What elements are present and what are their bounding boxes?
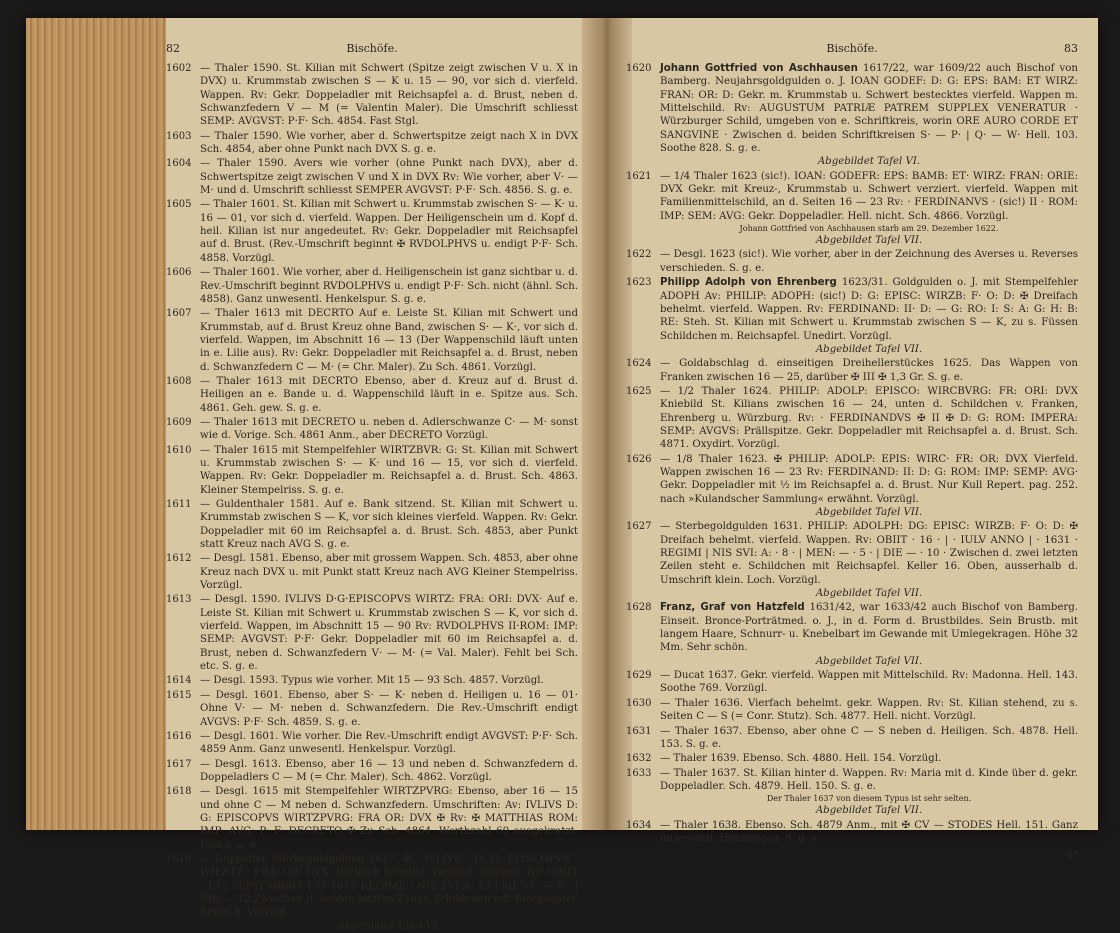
entry-description: — Thaler 1639. Ebenso. Sch. 4880. Hell. 154. Vorzügl. <box>660 753 942 765</box>
entry-number: 1605 <box>166 199 192 211</box>
plate-reference: Abgebildet Tafel VII. <box>815 588 923 600</box>
bishop-name: Franz, Graf von Hatzfeld <box>660 602 805 614</box>
entry-number: 1602 <box>166 63 192 74</box>
entry-text <box>660 601 1078 668</box>
entry-description: — Guldenthaler 1581. Auf e. Bank sitzend. St. Kilian mit Schwert u. Krummstab zwischen S — K, vor sich kleines vierfeld. Wappen. Rv: Gekr. Doppeladler mit 60 im Reichsapfel a. d. Brust. Sch. 4853, aber Punkt statt Kreuz nach AVG S. g. e. <box>200 499 578 551</box>
catalog-entry <box>626 62 1078 169</box>
entry-number: 1620 <box>626 63 652 74</box>
entry-description: — Thaler 1590. St. Kilian mit Schwert (Spitze zeigt zwischen V u. X in DVX) u. Krummstab zwischen S — K u. 15 — 90, vor sich d. vierfeld. Wappen. Rv: Gekr. Doppeladler mit Reichsapfel a. d. Brust, neben d. Schwanzfedern V — M (= Valentin Maler). Die Umschrift schliesst SEMP: AVGVST: P·F· Sch. 4854. Fast Stgl. <box>200 63 578 128</box>
catalog-entry <box>166 130 578 157</box>
entry-text <box>200 730 578 757</box>
entry-text <box>660 248 1078 275</box>
entry-description: — Thaler 1636. Vierfach behelmt. gekr. Wappen. Rv: St. Kilian stehend, zu s. Seiten C — S (= Conr. Stutz). Sch. 4877. Hell. nicht. Vorzügl. <box>660 697 1078 723</box>
plate-reference: Abgebildet Tafel VI. <box>337 920 441 932</box>
running-title: Bischöfe. <box>346 42 398 55</box>
signature-mark: 6* <box>1066 850 1078 862</box>
plate-reference: Abgebildet Tafel VII. <box>815 343 923 355</box>
entry-description: — Thaler 1637. St. Kilian hinter d. Wappen. Rv: Maria mit d. Kinde über d. gekr. Doppeladler. Sch. 4879. Hell. 150. S. g. e. <box>660 767 1078 792</box>
entry-text <box>200 689 578 729</box>
entry-description: — Thaler 1613 mit DECRTO Ebenso, aber d. Kreuz auf d. Brust d. Heiligen an e. Bande u. d. Wappenschild läuft in e. Spitze aus. Sch. 4861. Geh. gew. S. g. e. <box>200 375 578 414</box>
page-number: 82 <box>166 42 180 55</box>
entry-text <box>200 552 578 592</box>
catalog-entry <box>166 689 578 729</box>
catalog-entry <box>166 416 578 443</box>
entry-footnote: Der Thaler 1637 von diesem Typus ist sehr selten. <box>766 794 972 804</box>
book-gutter <box>582 18 632 830</box>
catalog-entry <box>626 669 1078 696</box>
entry-text <box>660 385 1078 452</box>
entry-description: — Desgl. 1601. Ebenso, aber S· — K· neben d. Heiligen u. 16 — 01· Ohne V· — M· neben d. Schwanzfedern. Die Rev.-Umschrift endigt AVGVS: P·F· Sch. 4859. S. g. e. <box>200 689 578 728</box>
catalog-entry <box>626 276 1078 356</box>
entry-description: — 1/4 Thaler 1623 (sic!). IOAN: GODEFR: EPS: BAMB: ET· WIRZ: FRAN: ORIE: DVX Gekr. mit Kreuz-, Krummstab u. Schwert verziert. vierfeld. Wappen mit Familienmittelschild, an d. Seiten 16 — 23 Rv: · FERDINANVS · (sic!) II · ROM: IMP: SEM: AVG: Gekr. Doppeladler. Hell. nicht. Sch. 4866. Vorzügl. <box>660 170 1078 222</box>
catalog-entry <box>166 198 578 265</box>
entry-text <box>200 157 578 197</box>
entry-number: 1616 <box>166 730 192 742</box>
entry-number: 1624 <box>626 358 652 370</box>
entry-text <box>660 669 1078 696</box>
entry-number: 1634 <box>626 819 652 831</box>
entry-number: 1603 <box>166 130 192 142</box>
catalog-entry <box>166 552 578 592</box>
entry-number: 1606 <box>166 267 192 279</box>
entry-number: 1628 <box>626 602 652 614</box>
catalog-entry <box>166 730 578 757</box>
bishop-name: Johann Gottfried von Aschhausen <box>660 63 858 74</box>
entry-description: — Thaler 1638. Ebenso. Sch. 4879 Anm., mit ✠ CV — STODES Hell. 151. Ganz unwesentl. Henkelspur. S. g. e. <box>660 819 1078 844</box>
bishop-name: Philipp Adolph von Ehrenberg <box>660 277 837 289</box>
page-edges <box>26 18 166 830</box>
entry-number: 1618 <box>166 786 192 798</box>
entry-number: 1614 <box>166 675 192 687</box>
entry-description: — 1/8 Thaler 1623. ✠ PHILIP: ADOLP: EPIS: WIRC· FR: OR: DVX Vierfeld. Wappen zwischen 16 — 23 Rv: FERDINAND: II: D: G: ROM: IMP: SEMP: AVG· Gekr. Doppeladler mit ½ im Reichsapfel a. d. Brust. Nur Kull Repert. pag. 252. nach »Kulandscher Sammlung« erwähnt. Vorzügl. <box>660 453 1078 505</box>
entry-text <box>660 276 1078 356</box>
entry-number: 1613 <box>166 594 192 606</box>
entry-number: 1617 <box>166 758 192 770</box>
entry-description: — Desgl. 1601. Wie vorher. Die Rev.-Umschrift endigt AVGVST: P·F· Sch. 4859 Anm. Ganz unwesentl. Henkelspur. Vorzügl. <box>200 730 578 756</box>
entry-number: 1630 <box>626 697 652 709</box>
entry-text <box>200 853 578 933</box>
plate-reference: Abgebildet Tafel VII. <box>815 655 923 667</box>
catalog-entry <box>166 307 578 374</box>
entry-text <box>660 767 1078 818</box>
catalog-entry <box>626 248 1078 275</box>
entry-description: — Thaler 1615 mit Stempelfehler WIRTZBVR: G: St. Kilian mit Schwert u. Krummstab zwischen S· — K· und 16 — 15, vor sich d. vierfeld. Wappen. Rv: Gekr. Doppeladler m. Reichsapfel a. d. Brust. Sch. 4863. Kleiner Stempelriss. S. g. e. <box>200 444 578 496</box>
catalog-entry <box>166 266 578 306</box>
entry-description: — Thaler 1637. Ebenso, aber ohne C — S neben d. Heiligen. Sch. 4878. Hell. 153. S. g. e. <box>660 725 1078 750</box>
page-number: 83 <box>1064 42 1078 55</box>
entry-number: 1604 <box>166 158 192 170</box>
entry-description: — Desgl. 1581. Ebenso, aber mit grossem Wappen. Sch. 4853, aber ohne Kreuz nach DVX u. mit Punkt statt Kreuz nach AVG Kleiner Stempelriss. Vorzügl. <box>200 553 578 592</box>
entry-description: — Thaler 1590. Avers wie vorher (ohne Punkt nach DVX), aber d. Schwertspitze zeigt zwischen V und X in DVX Rv: Wie vorher, aber V· — M· und d. Umschrift schliesst SEMPER AVGVST: P·F· Sch. 4856. S. g. e. <box>200 158 578 197</box>
catalog-entry <box>166 444 578 497</box>
entry-number: 1609 <box>166 416 192 428</box>
catalog-entry <box>626 520 1078 600</box>
plate-reference: Abgebildet Tafel VII. <box>815 507 923 518</box>
entry-text <box>200 444 578 497</box>
catalog-entry <box>166 593 578 673</box>
entry-description: — 1/2 Thaler 1624. PHILIP: ADOLP: EPISCO: WIRCBVRG: FR: ORI: DVX Kniebild St. Kilians zwischen 16 — 24, unten d. Schildchen v. Franken, Ehrenberg u. Würzburg. Rv: · FERDINANDVS ✠ II ✠ D: G: ROM: IMPERA: SEMP: AVGVS: Prällspitze. Gekr. Doppeladler mit Reichsapfel a. d. Brust. Sch. 4871. Oxydirt. Vorzügl. <box>660 385 1078 451</box>
entry-text <box>200 593 578 673</box>
entry-number: 1615 <box>166 689 192 701</box>
entry-description: 1631/42, war 1633/42 auch Bischof von Bamberg. Einseit. Bronce-Porträtmed. o. J., in d. Form d. Brustbildes. Sein Brustb. mit langem Haare, Schnurr- u. Knebelbart im Gewande mit Umlegekragen. Höhe 32 Mm. Sehr schön. <box>660 602 1079 654</box>
entry-description: — Thaler 1601. Wie vorher, aber d. Heiligenschein ist ganz sichtbar u. d. Rev.-Umschrift beginnt RVDOLPHVS u. endigt P·F· Sch. nicht (ähnl. Sch. 4858). Ganz unwesentl. Henkelspur. S. g. e. <box>200 267 578 305</box>
catalog-entry <box>626 697 1078 724</box>
entry-description: — Goldabschlag d. einseitigen Dreihellerstückes 1625. Das Wappen von Franken zwischen 16 — 25, darüber ✠ III ✠ 1,3 Gr. S. g. e. <box>660 358 1078 383</box>
catalog-entry <box>626 819 1078 846</box>
left-page-header <box>166 42 578 62</box>
entry-text <box>660 520 1078 600</box>
book-spread <box>26 18 1098 932</box>
entry-description: — Thaler 1601. St. Kilian mit Schwert u. Krummstab zwischen S· — K· u. 16 — 01, vor sich d. vierfeld. Wappen. Der Heiligenschein um d. Kopf d. heil. Kilian ist nur angedeutet. Rv: Gekr. Doppeladler mit Reichsapfel auf d. Brust. (Rev.-Umschrift beginnt ✠ RVDOLPHVS u. endigt P·F· Sch. 4858. Vorzügl. <box>200 199 578 264</box>
catalog-entries <box>626 62 1078 845</box>
entry-number: 1622 <box>626 249 652 261</box>
catalog-entry <box>166 853 578 933</box>
entry-text <box>200 130 578 157</box>
entry-text <box>660 819 1078 846</box>
plate-reference: Abgebildet Tafel VII. <box>815 235 923 247</box>
entry-description: — Desgl. 1615 mit Stempelfehler WIRTZPVRG: Ebenso, aber 16 — 15 und ohne C — M neben d. Schwanzfedern. Umschriften: Av: IVLIVS D: G: EPISCOPVS WIRTZPVRG: FRA OR: DVX ✠ Rv: ✠ MATTHIAS ROM: IMP: AVG: P: F: DECRETO ✠ Zu Sch. 4864. Werthzahl 60 ausgekratzt. Fast s. g. e. <box>200 786 578 851</box>
right-page <box>626 42 1079 862</box>
entry-description: — Doppelter Sterbegoldgulden 1617. ✠ · IVLIVS · D: G: EPISCOPVS · WIERTZ · FRA: OR: DVX: Dreifach behelmt. vierfeld. Wappen. Rv: OBIIT · 13 | SEPTEMBRIS | Aº 1617 REGIMI: | NIS SVI A: 43 | MENS: — 9 · | DIE — 12 Zwischen d. beiden letzten Zeilen Schildchen mit Reichsapfel. Keller 8. Vorzügl. <box>200 853 578 919</box>
catalog-entry <box>166 758 578 785</box>
entry-number: 1629 <box>626 670 652 682</box>
catalog-entry <box>166 785 578 852</box>
entry-description: — Desgl. 1590. IVLIVS D·G·EPISCOPVS WIRTZ: FRA: ORI: DVX· Auf e. Leiste St. Kilian mit Schwert u. Krummstab zwischen S — K, vor sich d. vierfeld. Wappen, im Abschnitt 15 — 90 Rv: RVDOLPHVS II·ROM: IMP: SEMP: AVGVST: P·F· Gekr. Doppeladler mit 60 im Reichsapfel a. d. Brust, neben d. Schwanzfedern V· — M· (= Val. Maler). Fehlt bei Sch. etc. S. g. e. <box>200 594 578 673</box>
left-page <box>166 42 578 932</box>
catalog-entry <box>166 674 578 687</box>
catalog-entry <box>626 752 1078 765</box>
entry-description: — Desgl. 1613. Ebenso, aber 16 — 13 und neben d. Schwanzfedern d. Doppeladlers C — M (= Chr. Maler). Sch. 4862. Vorzügl. <box>200 758 578 783</box>
entry-text <box>660 357 1078 384</box>
entry-text <box>200 62 578 129</box>
entry-text <box>660 62 1078 169</box>
entry-number: 1611 <box>166 499 192 510</box>
entry-text <box>660 453 1078 520</box>
catalog-entry <box>166 157 578 197</box>
entry-description: — Desgl. 1593. Typus wie vorher. Mit 15 — 93 Sch. 4857. Vorzügl. <box>200 675 544 687</box>
entry-text <box>660 725 1078 752</box>
catalog-entries <box>166 62 578 933</box>
plate-reference: Abgebildet Tafel VI. <box>817 156 921 168</box>
entry-number: 1623 <box>626 277 652 289</box>
entry-text <box>200 498 578 551</box>
catalog-entry <box>626 767 1078 818</box>
entry-text <box>660 170 1078 248</box>
entry-number: 1610 <box>166 444 192 456</box>
entry-number: 1625 <box>626 385 652 397</box>
entry-description: — Thaler 1613 mit DECRETO u. neben d. Adlerschwanze C· — M· sonst wie d. Vorige. Sch. 4861 Anm., aber DECRETO Vorzügl. <box>200 416 578 442</box>
catalog-entry <box>626 170 1078 248</box>
entry-text <box>200 785 578 852</box>
entry-number: 1621 <box>626 170 652 182</box>
entry-number: 1607 <box>166 308 192 320</box>
catalog-entry <box>626 725 1078 752</box>
entry-number: 1627 <box>626 521 652 533</box>
running-title: Bischöfe. <box>826 42 878 55</box>
entry-description: — Thaler 1590. Wie vorher, aber d. Schwertspitze zeigt nach X in DVX Sch. 4854, aber ohne Punkt nach DVX S. g. e. <box>200 130 578 156</box>
right-page-header <box>626 42 1078 62</box>
catalog-entry <box>626 357 1078 384</box>
entry-number: 1608 <box>166 375 192 387</box>
catalog-entry <box>626 385 1078 452</box>
entry-text <box>200 307 578 374</box>
entry-description: — Thaler 1613 mit DECRTO Auf e. Leiste St. Kilian mit Schwert und Krummstab, auf d. Brust Kreuz ohne Band, zwischen S· — K·, vor sich d. vierfeld. Wappen, im Abschnitt 16 — 13 (Der Wappenschild läuft unten in e. Lilie aus). Rv: Gekr. Doppeladler mit Reichsapfel a. d. Brust, neben d. Schwanzfedern C — M· (= Chr. Maler). Zu Sch. 4861. Vorzügl. <box>200 308 578 373</box>
entry-number: 1619 <box>166 853 192 865</box>
catalog-entry <box>626 453 1078 520</box>
entry-footnote: Johann Gottfried von Aschhausen starb am 29. Dezember 1622. <box>739 224 999 234</box>
catalog-entry <box>626 601 1078 668</box>
entry-number: 1631 <box>626 725 652 737</box>
entry-description: — Sterbegoldgulden 1631. PHILIP: ADOLPH: DG: EPISC: WIRZB: F· O: D: ✠ Dreifach behelmt. vierfeld. Wappen. Rv: OBIIT · 16 · | · IULV ANNO | · 1631 · REGIMI | NIS SVI: A: · 8 · | MEN: — · 5 · | DIE — · 10 · Zwischen d. zwei letzten Zeilen steht e. Schildchen mit Reichsapfel. Keller 16. Oben, ausserhalb d. Umschrift klein. Loch. Vorzügl. <box>660 521 1078 586</box>
entry-number: 1612 <box>166 553 192 565</box>
entry-text <box>660 752 1078 765</box>
plate-reference: Abgebildet Tafel VII. <box>815 805 923 817</box>
entry-text <box>660 697 1078 724</box>
entry-description: 1617/22, war 1609/22 auch Bischof von Bamberg. Neujahrsgoldgulden o. J. IOAN GODEF: D: G: EPS: BAM: ET WIRZ: FRAN: OR: D: Gekr. m. Krummstab u. Schwert bestecktes vierfeld. Wappen m. Mittelschild. Rv: AUGUSTUM PATRIÆ PATREM SUPPLEX VENERATUR · Würzburger Schild, umgeben von e. Schriftkreis, worin ORE AURO CORDE ET SANGVINE · Zwischen d. beiden Schriftkreisen S· — P· | Q· — W· Hell. 103. Soothe 828. S. g. e. <box>660 63 1078 155</box>
catalog-entry <box>166 375 578 415</box>
entry-description: — Ducat 1637. Gekr. vierfeld. Wappen mit Mittelschild. Rv: Madonna. Hell. 143. Soothe 769. Vorzügl. <box>660 670 1078 695</box>
entry-text <box>200 758 578 785</box>
catalog-entry <box>166 62 578 129</box>
entry-text <box>200 375 578 415</box>
entry-text <box>200 674 578 687</box>
entry-text <box>200 266 578 306</box>
entry-description: — Desgl. 1623 (sic!). Wie vorher, aber in der Zeichnung des Averses u. Reverses verschieden. S. g. e. <box>660 249 1078 274</box>
catalog-entry <box>166 498 578 551</box>
entry-number: 1632 <box>626 753 652 765</box>
entry-description: 1623/31. Goldgulden o. J. mit Stempelfehler ADOPH Av: PHILIP: ADOPH: (sic!) D: G: EPISC: WIRZB: F· O: D: ✠ Dreifach behelmt. vierfeld. Wappen. Rv: FERDINAND: II· D: — G: RO: I: S: A: G: H: B: RE: Steh. St. Kilian mit Schwert u. Krummstab zwischen S — K, zu s. Füssen Schildchen m. Reichsapfel. Unedirt. Vorzügl. <box>660 277 1078 342</box>
entry-number: 1633 <box>626 767 652 779</box>
entry-text <box>200 198 578 265</box>
entry-number: 1626 <box>626 453 652 465</box>
entry-text <box>200 416 578 443</box>
